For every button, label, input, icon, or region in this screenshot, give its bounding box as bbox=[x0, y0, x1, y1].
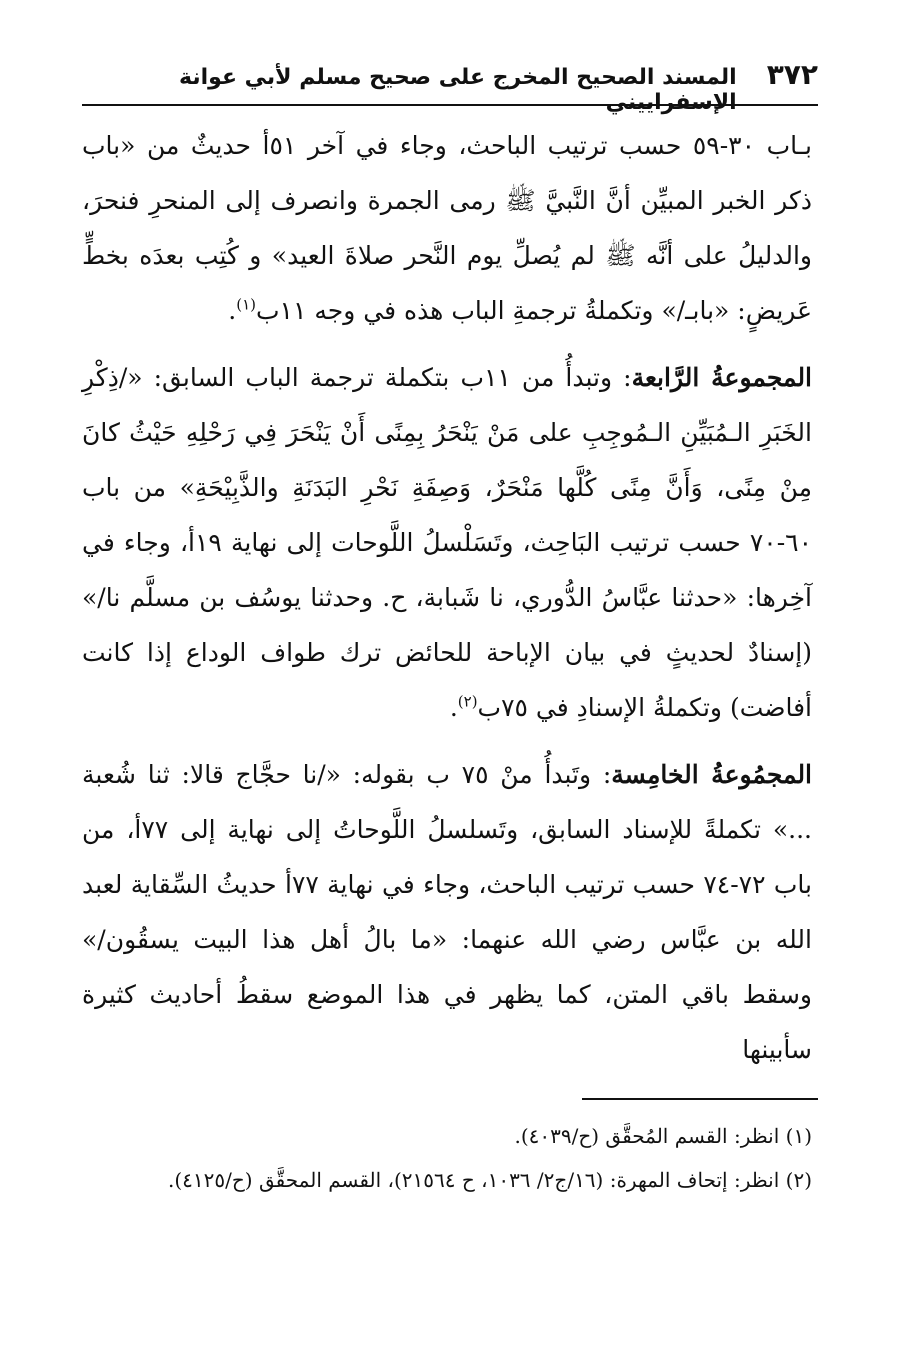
footnote-ref-2: (٢) bbox=[457, 692, 478, 711]
group-5-label: المجمُوعةُ الخامِسة bbox=[611, 760, 813, 789]
running-header bbox=[82, 58, 818, 115]
paragraph-3 bbox=[82, 747, 812, 1077]
paragraph-1-text: بـاب ٣٠-٥٩ حسب ترتيب الباحث، وجاء في آخر ٥١أ حديثٌ من «باب ذكر الخبر المبيِّن أنَّ النَّبيَّ ﷺ رمى الجمرة وانصرف إلى المنحرِ فنحرَ، والدليلُ على أنَّه ﷺ لم يُصلِّ يوم النَّحر صلاةَ العيد» و كُتِب بعدَه بخطٍّ عَريضٍ: «بابـ/» وتكملةُ ترجمةِ الباب هذه في وجه ١١ب bbox=[82, 131, 812, 325]
paragraph-1 bbox=[82, 118, 812, 338]
running-title: المسند الصحيح المخرج على صحيح مسلم لأبي عوانة الإسفراييني bbox=[179, 65, 737, 115]
main-text bbox=[82, 118, 812, 1089]
paragraph-3-text: : وتَبدأُ منْ ٧٥ ب بقوله: «/نا حجَّاج قالا: ثنا شُعبة ...» تكملةً للإسناد السابق، وتَسلسلُ اللَّوحاتُ إلى نهاية إلى ٧٧أ، من باب ٧٢-٧٤ حسب ترتيب الباحث، وجاء في نهاية ٧٧أ حديثُ السِّقاية لعبد الله بن عبَّاس رضي الله عنهما: «ما بالُ أهل هذا البيت يسقُون/» وسقط باقي المتن، كما يظهر في هذا الموضع سقطُ أحاديث كثيرة سأبينها bbox=[82, 760, 812, 1064]
page-number: ٣٧٢ bbox=[766, 58, 818, 91]
footnote-2: (٢) انظر: إتحاف المهرة: (١٦/ج٢/ ١٠٣٦، ح ٢١٥٦٤)، القسم المحقَّق (ح/٤١٢٥). bbox=[168, 1168, 812, 1192]
paragraph-2 bbox=[82, 350, 812, 735]
footnotes bbox=[82, 1118, 812, 1206]
footnote-1: (١) انظر: القسم المُحقَّق (ح/٤٠٣٩). bbox=[514, 1124, 812, 1148]
paragraph-2-end: . bbox=[449, 693, 458, 722]
group-4-label: المجموعةُ الرَّابعة bbox=[631, 363, 813, 392]
footnote-ref-1: (١) bbox=[236, 295, 256, 314]
paragraph-1-end: . bbox=[228, 296, 237, 325]
footnote-divider bbox=[582, 1098, 818, 1100]
header-rule bbox=[82, 104, 818, 106]
paragraph-2-text: : وتبدأُ من ١١ب بتكملة ترجمة الباب السابق: «/ذِكْرِ الخَبَرِ الـمُبَيِّنِ الـمُوجِبِ على مَنْ يَنْحَرُ بِمِنًى أَنْ يَنْحَرَ فِي رَحْلِهِ حَيْثُ كانَ مِنْ مِنًى، وَأَنَّ مِنًى كُلَّها مَنْحَرٌ، وَصِفَةِ نَحْرِ البَدَنَةِ والذَّبِيْحَةِ» من باب ٦٠-٧٠ حسب ترتيب البَاحِث، وتَسَلْسلُ اللَّوحات إلى نهاية ١٩أ، وجاء في آخِرها: «حدثنا عبَّاسُ الدُّوري، نا شَبابة، ح. وحدثنا يوسُف بن مسلَّم نا/» (إسنادٌ لحديثٍ في بيان الإباحة للحائض ترك طواف الوداع إذا كانت أفاضت) وتكملةُ الإسنادِ في ٧٥ب bbox=[82, 363, 812, 722]
